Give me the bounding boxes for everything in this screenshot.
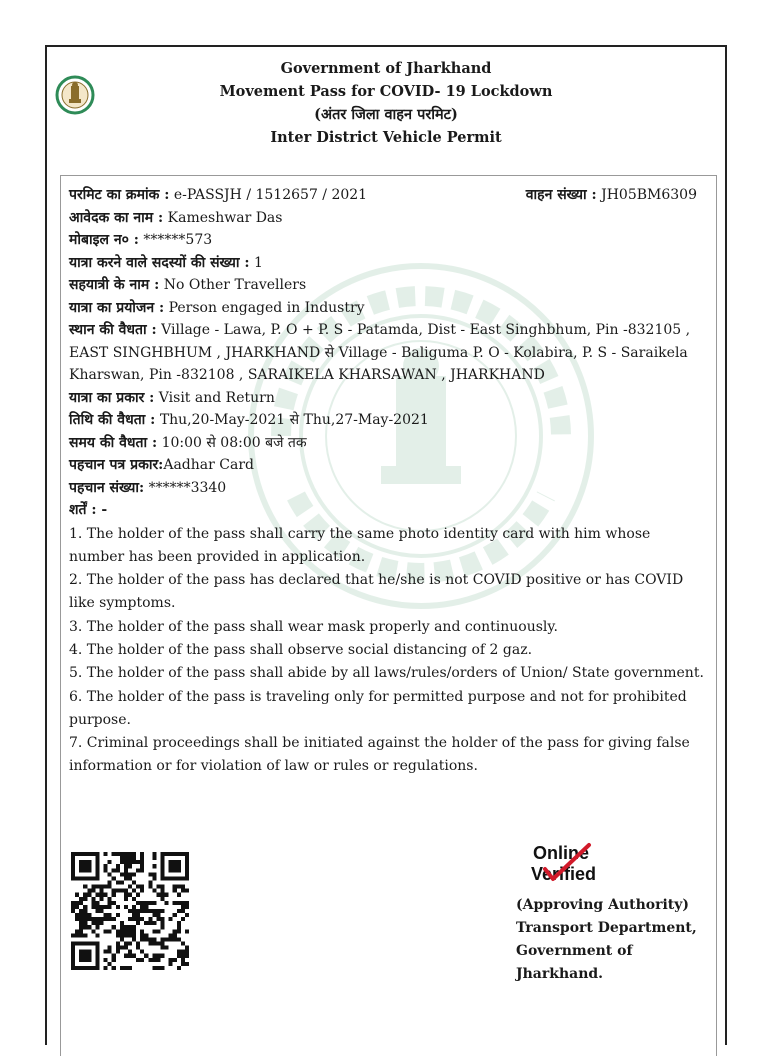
mobile-value: ******573: [143, 232, 213, 248]
time-validity-row: [69, 432, 709, 455]
place-value: Village - Lawa, P. O + P. S - Patamda, Dist - East Singhbhum, Pin -832105 , EAST SINGHBHUM , JHARKHAND से Village - Baliguma P. O - Kolabira, P. S - Saraikela Kharswan, Pin -832108 , SARAIKELA KHARSAWAN , JHARKHAND: [69, 322, 691, 383]
mobile-label: मोबाइल न० :: [69, 232, 139, 248]
authority-line: Jharkhand.: [516, 966, 604, 982]
permit-details-panel: [60, 175, 717, 1056]
approving-authority: [516, 894, 697, 986]
vehicle-number-field: [526, 184, 697, 207]
date-validity-value: Thu,20-May-2021 से Thu,27-May-2021: [159, 412, 429, 428]
id-number-value: ******3340: [148, 479, 227, 496]
place-label: स्थान की वैधता :: [69, 322, 157, 338]
id-type-row: [69, 454, 709, 477]
condition-item: 2. The holder of the pass has declared that he/she is not COVID positive or has COVID like symptoms.: [69, 572, 684, 612]
applicant-label: आवेदक का नाम :: [69, 209, 164, 226]
permit-number-label: परमिट का क्रमांक :: [69, 187, 170, 203]
header-hindi-title: (अंतर जिला वाहन परमिट): [314, 106, 458, 123]
permit-number-value: e-PASSJH / 1512657 / 2021: [173, 187, 368, 203]
vehicle-number-label: वाहन संख्या :: [525, 187, 597, 203]
document-header: [47, 57, 725, 149]
applicant-row: [69, 207, 709, 230]
members-label: यात्रा करने वाले सदस्यों की संख्या :: [69, 254, 250, 271]
conditions-heading-row: [69, 499, 709, 522]
condition-item: 4. The holder of the pass shall observe social distancing of 2 gaz.: [69, 641, 533, 658]
members-row: [69, 252, 709, 275]
authority-line: (Approving Authority): [516, 897, 690, 913]
id-type-value: Aadhar Card: [163, 457, 254, 473]
companion-label: सहयात्री के नाम :: [69, 277, 160, 293]
date-validity-label: तिथि की वैधता :: [69, 412, 156, 428]
header-government: Government of Jharkhand: [280, 60, 492, 77]
date-validity-row: [69, 409, 709, 432]
authority-line: Government of: [516, 943, 633, 959]
travel-type-value: Visit and Return: [158, 389, 275, 406]
condition-item: 5. The holder of the pass shall abide by all laws/rules/orders of Union/ State government.: [69, 665, 704, 682]
condition-item: 3. The holder of the pass shall wear mask properly and continuously.: [69, 618, 558, 635]
permit-document: [45, 45, 727, 1045]
online-verified-stamp: [531, 839, 611, 887]
time-validity-value: 10:00 से 08:00 बजे तक: [161, 434, 307, 451]
time-validity-label: समय की वैधता :: [69, 434, 158, 451]
purpose-value: Person engaged in Industry: [168, 299, 365, 316]
id-number-row: [69, 477, 709, 500]
qr-code-icon: [71, 852, 189, 970]
members-value: 1: [253, 254, 263, 271]
stamp-online-text: Online: [533, 843, 590, 863]
travel-type-row: [69, 387, 709, 410]
companion-value: No Other Travellers: [163, 277, 307, 293]
condition-item: 7. Criminal proceedings shall be initiated against the holder of the pass for giving false information or for violation of law or rules or regulations.: [69, 735, 690, 775]
conditions-heading: शर्तें : -: [69, 502, 108, 518]
mobile-row: [69, 229, 709, 252]
conditions-list: [69, 523, 709, 779]
condition-item: 6. The holder of the pass is traveling only for permitted purpose and not for prohibited purpose.: [69, 688, 687, 728]
header-pass-title: Movement Pass for COVID- 19 Lockdown: [219, 83, 553, 100]
vehicle-number-value: JH05BM6309: [601, 187, 697, 203]
authority-line: Transport Department,: [516, 920, 697, 936]
permit-number-row: [69, 184, 709, 207]
travel-type-label: यात्रा का प्रकार :: [69, 389, 155, 406]
stamp-verified-text: Verified: [531, 864, 597, 884]
applicant-value: Kameshwar Das: [167, 209, 283, 226]
header-permit-title: Inter District Vehicle Permit: [270, 129, 502, 146]
id-type-label: पहचान पत्र प्रकार:: [69, 457, 164, 473]
purpose-row: [69, 297, 709, 320]
id-number-label: पहचान संख्या:: [69, 479, 145, 496]
purpose-label: यात्रा का प्रयोजन :: [69, 299, 165, 316]
companion-row: [69, 274, 709, 297]
condition-item: 1. The holder of the pass shall carry the same photo identity card with him whose number has been provided in application.: [69, 525, 651, 565]
place-row: [69, 319, 709, 387]
permit-fields: [69, 184, 709, 779]
